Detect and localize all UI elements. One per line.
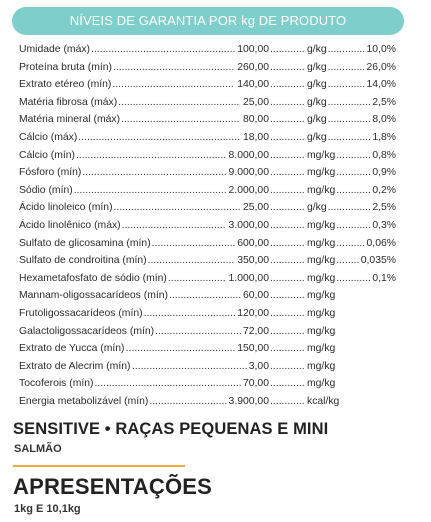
leader-dots: ............: [336, 272, 371, 284]
nutrient-label: Matéria mineral (máx): [19, 114, 121, 126]
leader-dots: ...............: [327, 114, 371, 126]
nutrient-value: 70,00: [242, 378, 269, 390]
nutrient-label: Umidade (máx): [19, 44, 91, 55]
nutrient-label: Mannam-oligossacarídeos (mín): [19, 290, 168, 302]
nutrient-value: 80,00: [242, 114, 269, 126]
nutrient-unit: g/kg: [307, 114, 327, 126]
nutrient-value: 72,00: [242, 325, 269, 337]
leader-dots: ............: [270, 184, 305, 196]
nutrient-unit: mg/kg: [307, 255, 336, 267]
nutrient-unit: mg/kg: [307, 360, 336, 372]
nutrient-label: Extrato etéreo (mín): [19, 79, 112, 91]
leader-dots: ........................................................: [78, 131, 240, 143]
leader-dots: ............: [336, 167, 371, 179]
leader-dots: ...............: [327, 202, 371, 214]
nutrient-row: [19, 340, 414, 358]
leader-dots: ...........................: [149, 395, 228, 407]
nutrient-unit: g/kg: [307, 79, 327, 91]
nutrient-row: [19, 199, 414, 217]
nutrient-percent: 0,9%: [372, 167, 396, 179]
nutrient-row: [19, 111, 414, 129]
nutrient-percent: 0,2%: [372, 184, 396, 196]
leader-dots: ...............: [327, 131, 371, 143]
nutrient-row: [19, 323, 414, 341]
nutrient-label: Cálcio (máx): [19, 131, 78, 143]
leader-dots: ......................................: [125, 343, 236, 355]
nutrient-value: 25,00: [242, 202, 269, 214]
product-flavor: SALMÃO: [14, 443, 62, 455]
nutrient-row: [19, 217, 414, 235]
leader-dots: ..................................................: [82, 167, 227, 179]
nutrient-row: [19, 375, 414, 393]
nutrient-row: [19, 287, 414, 305]
nutrient-value: 3.000,00: [228, 219, 269, 231]
nutrient-percent: 0,06%: [366, 237, 396, 249]
nutrient-label: Tocoferois (mín): [19, 378, 94, 390]
nutrient-unit: kcal/kg: [307, 395, 340, 407]
leader-dots: .............: [327, 79, 366, 91]
nutrient-value: 18,00: [242, 131, 269, 143]
leader-dots: ............: [270, 61, 305, 73]
leader-dots: ........: [336, 255, 360, 267]
nutrient-unit: mg/kg: [307, 307, 336, 319]
leader-dots: ............................................: [113, 202, 241, 214]
nutrient-unit: mg/kg: [307, 149, 336, 161]
nutrient-value: 150,00: [237, 343, 269, 355]
nutrient-label: Sulfato de condroitina (mín): [19, 255, 147, 267]
nutrient-value: 60,00: [242, 290, 269, 302]
nutrient-row: [19, 164, 414, 182]
nutrient-label: Matéria fibrosa (máx): [19, 96, 118, 108]
nutrient-unit: g/kg: [307, 44, 327, 55]
nutrient-unit: mg/kg: [307, 343, 336, 355]
nutrient-unit: mg/kg: [307, 378, 336, 390]
nutrient-percent: 14,0%: [366, 79, 396, 91]
leader-dots: ............: [336, 219, 371, 231]
leader-dots: ............: [270, 131, 305, 143]
leader-dots: ..........................................: [112, 79, 234, 91]
nutrient-percent: 10,0%: [366, 44, 396, 55]
leader-dots: ........................................: [132, 360, 248, 372]
leader-dots: ..........................................: [118, 96, 240, 108]
leader-dots: ............: [270, 395, 305, 407]
nutrient-percent: 2,5%: [372, 96, 396, 108]
section-divider: [13, 465, 185, 467]
leader-dots: ....................: [167, 272, 226, 284]
nutrient-percent: 2,5%: [372, 202, 396, 214]
nutrient-unit: mg/kg: [307, 272, 336, 284]
nutrient-unit: mg/kg: [307, 290, 336, 302]
product-name: SENSITIVE • RAÇAS PEQUENAS E MINI: [13, 420, 329, 438]
leader-dots: ............: [270, 167, 305, 179]
leader-dots: ....................................: [121, 219, 226, 231]
leader-dots: ..............................: [147, 255, 235, 267]
nutrient-unit: mg/kg: [307, 325, 336, 337]
nutrient-value: 3,00: [248, 360, 269, 372]
nutrient-value: 9.000,00: [228, 167, 269, 179]
nutrient-value: 350,00: [237, 255, 269, 267]
nutrient-label: Ácido linoleico (mín): [19, 202, 113, 214]
nutrient-row: [19, 270, 414, 288]
nutrient-label: Sulfato de glicosamina (mín): [19, 237, 151, 249]
nutrient-unit: mg/kg: [307, 219, 336, 231]
nutrient-percent: 0,035%: [360, 255, 396, 267]
nutrient-percent: 1,8%: [372, 131, 396, 143]
nutrient-label: Galactoligossacarídeos (mín): [19, 325, 155, 337]
nutrient-row: [19, 129, 414, 147]
leader-dots: ............: [270, 272, 305, 284]
nutrient-unit: mg/kg: [307, 184, 336, 196]
nutrient-value: 120,00: [237, 307, 269, 319]
nutrient-row: [19, 393, 414, 411]
leader-dots: ............: [336, 184, 371, 196]
leader-dots: ............: [270, 378, 305, 390]
nutrient-unit: g/kg: [307, 96, 327, 108]
nutrient-label: Sódio (mín): [19, 184, 73, 196]
leader-dots: ..........: [336, 237, 366, 249]
leader-dots: ............: [270, 114, 305, 126]
leader-dots: ..........................................: [112, 61, 235, 73]
nutrient-label: Frutoligossacarídeos (mín): [19, 307, 143, 319]
leader-dots: ....................................................: [76, 149, 227, 161]
nutrient-row: [19, 182, 414, 200]
leader-dots: ...................................................: [94, 378, 242, 390]
nutrient-label: Proteína bruta (mín): [19, 61, 112, 73]
nutrient-percent: 26,0%: [366, 61, 396, 73]
leader-dots: ............: [270, 343, 305, 355]
nutrient-row: [19, 235, 414, 253]
leader-dots: .........................: [168, 290, 242, 302]
nutrient-value: 25,00: [242, 96, 269, 108]
nutrient-value: 1.000,00: [228, 272, 269, 284]
leader-dots: ..............................: [155, 325, 242, 337]
nutrient-row: [19, 252, 414, 270]
leader-dots: ...............: [327, 96, 371, 108]
leader-dots: ............: [270, 307, 305, 319]
nutrient-label: Hexametafosfato de sódio (mín): [19, 272, 167, 284]
nutrient-percent: 8,0%: [372, 114, 396, 126]
leader-dots: ............: [270, 44, 305, 55]
nutrient-label: Fósforo (mín): [19, 167, 82, 179]
leader-dots: ............: [270, 325, 305, 337]
leader-dots: .....................................................: [73, 184, 227, 196]
nutrient-label: Energia metabolizável (mín): [19, 395, 149, 407]
nutrient-value: 3.900,00: [228, 395, 269, 407]
leader-dots: ............: [270, 79, 305, 91]
nutrient-row: [19, 59, 414, 77]
nutrient-unit: mg/kg: [307, 237, 336, 249]
leader-dots: ............: [270, 96, 305, 108]
nutrient-label: Extrato de Alecrim (mín): [19, 360, 131, 372]
nutrient-row: [19, 41, 414, 59]
leader-dots: ................................: [143, 307, 236, 319]
nutrient-unit: g/kg: [307, 202, 327, 214]
leader-dots: .............................: [151, 237, 236, 249]
guarantee-levels-banner: NÍVEIS DE GARANTIA POR kg DE PRODUTO: [12, 7, 404, 35]
leader-dots: .............: [327, 44, 366, 55]
nutrient-percent: 0,3%: [372, 219, 396, 231]
nutrient-value: 140,00: [237, 79, 269, 91]
nutrient-label: Extrato de Yucca (mín): [19, 343, 125, 355]
nutrient-row: [19, 94, 414, 112]
leader-dots: ............: [270, 255, 305, 267]
leader-dots: .........................................: [121, 114, 240, 126]
nutrient-value: 8.000,00: [228, 149, 269, 161]
nutrient-unit: g/kg: [307, 131, 327, 143]
leader-dots: ............: [270, 149, 305, 161]
nutrient-value: 260,00: [237, 61, 269, 73]
nutrient-row: [19, 305, 414, 323]
presentations-title: APRESENTAÇÕES: [13, 474, 212, 499]
nutrient-unit: g/kg: [307, 61, 327, 73]
nutrient-row: [19, 76, 414, 94]
nutrient-percent: 0,8%: [372, 149, 396, 161]
nutrient-row: [19, 358, 414, 376]
leader-dots: ............: [270, 219, 305, 231]
nutrient-row: [19, 147, 414, 165]
leader-dots: ............: [270, 237, 305, 249]
presentation-sizes: 1kg E 10,1kg: [14, 503, 81, 515]
nutrient-value: 100,00: [237, 44, 269, 55]
nutrient-table: [19, 41, 414, 410]
leader-dots: ............: [336, 149, 371, 161]
nutrient-value: 600,00: [237, 237, 269, 249]
leader-dots: ............: [270, 202, 305, 214]
nutrient-percent: 0,1%: [372, 272, 396, 284]
leader-dots: .............: [327, 61, 366, 73]
leader-dots: ..................................................: [91, 44, 236, 55]
leader-dots: ............: [270, 290, 305, 302]
leader-dots: ............: [270, 360, 305, 372]
nutrient-value: 2.000,00: [228, 184, 269, 196]
nutrient-label: Ácido linolênico (máx): [19, 219, 121, 231]
nutrient-label: Cálcio (mín): [19, 149, 76, 161]
nutrient-unit: mg/kg: [307, 167, 336, 179]
